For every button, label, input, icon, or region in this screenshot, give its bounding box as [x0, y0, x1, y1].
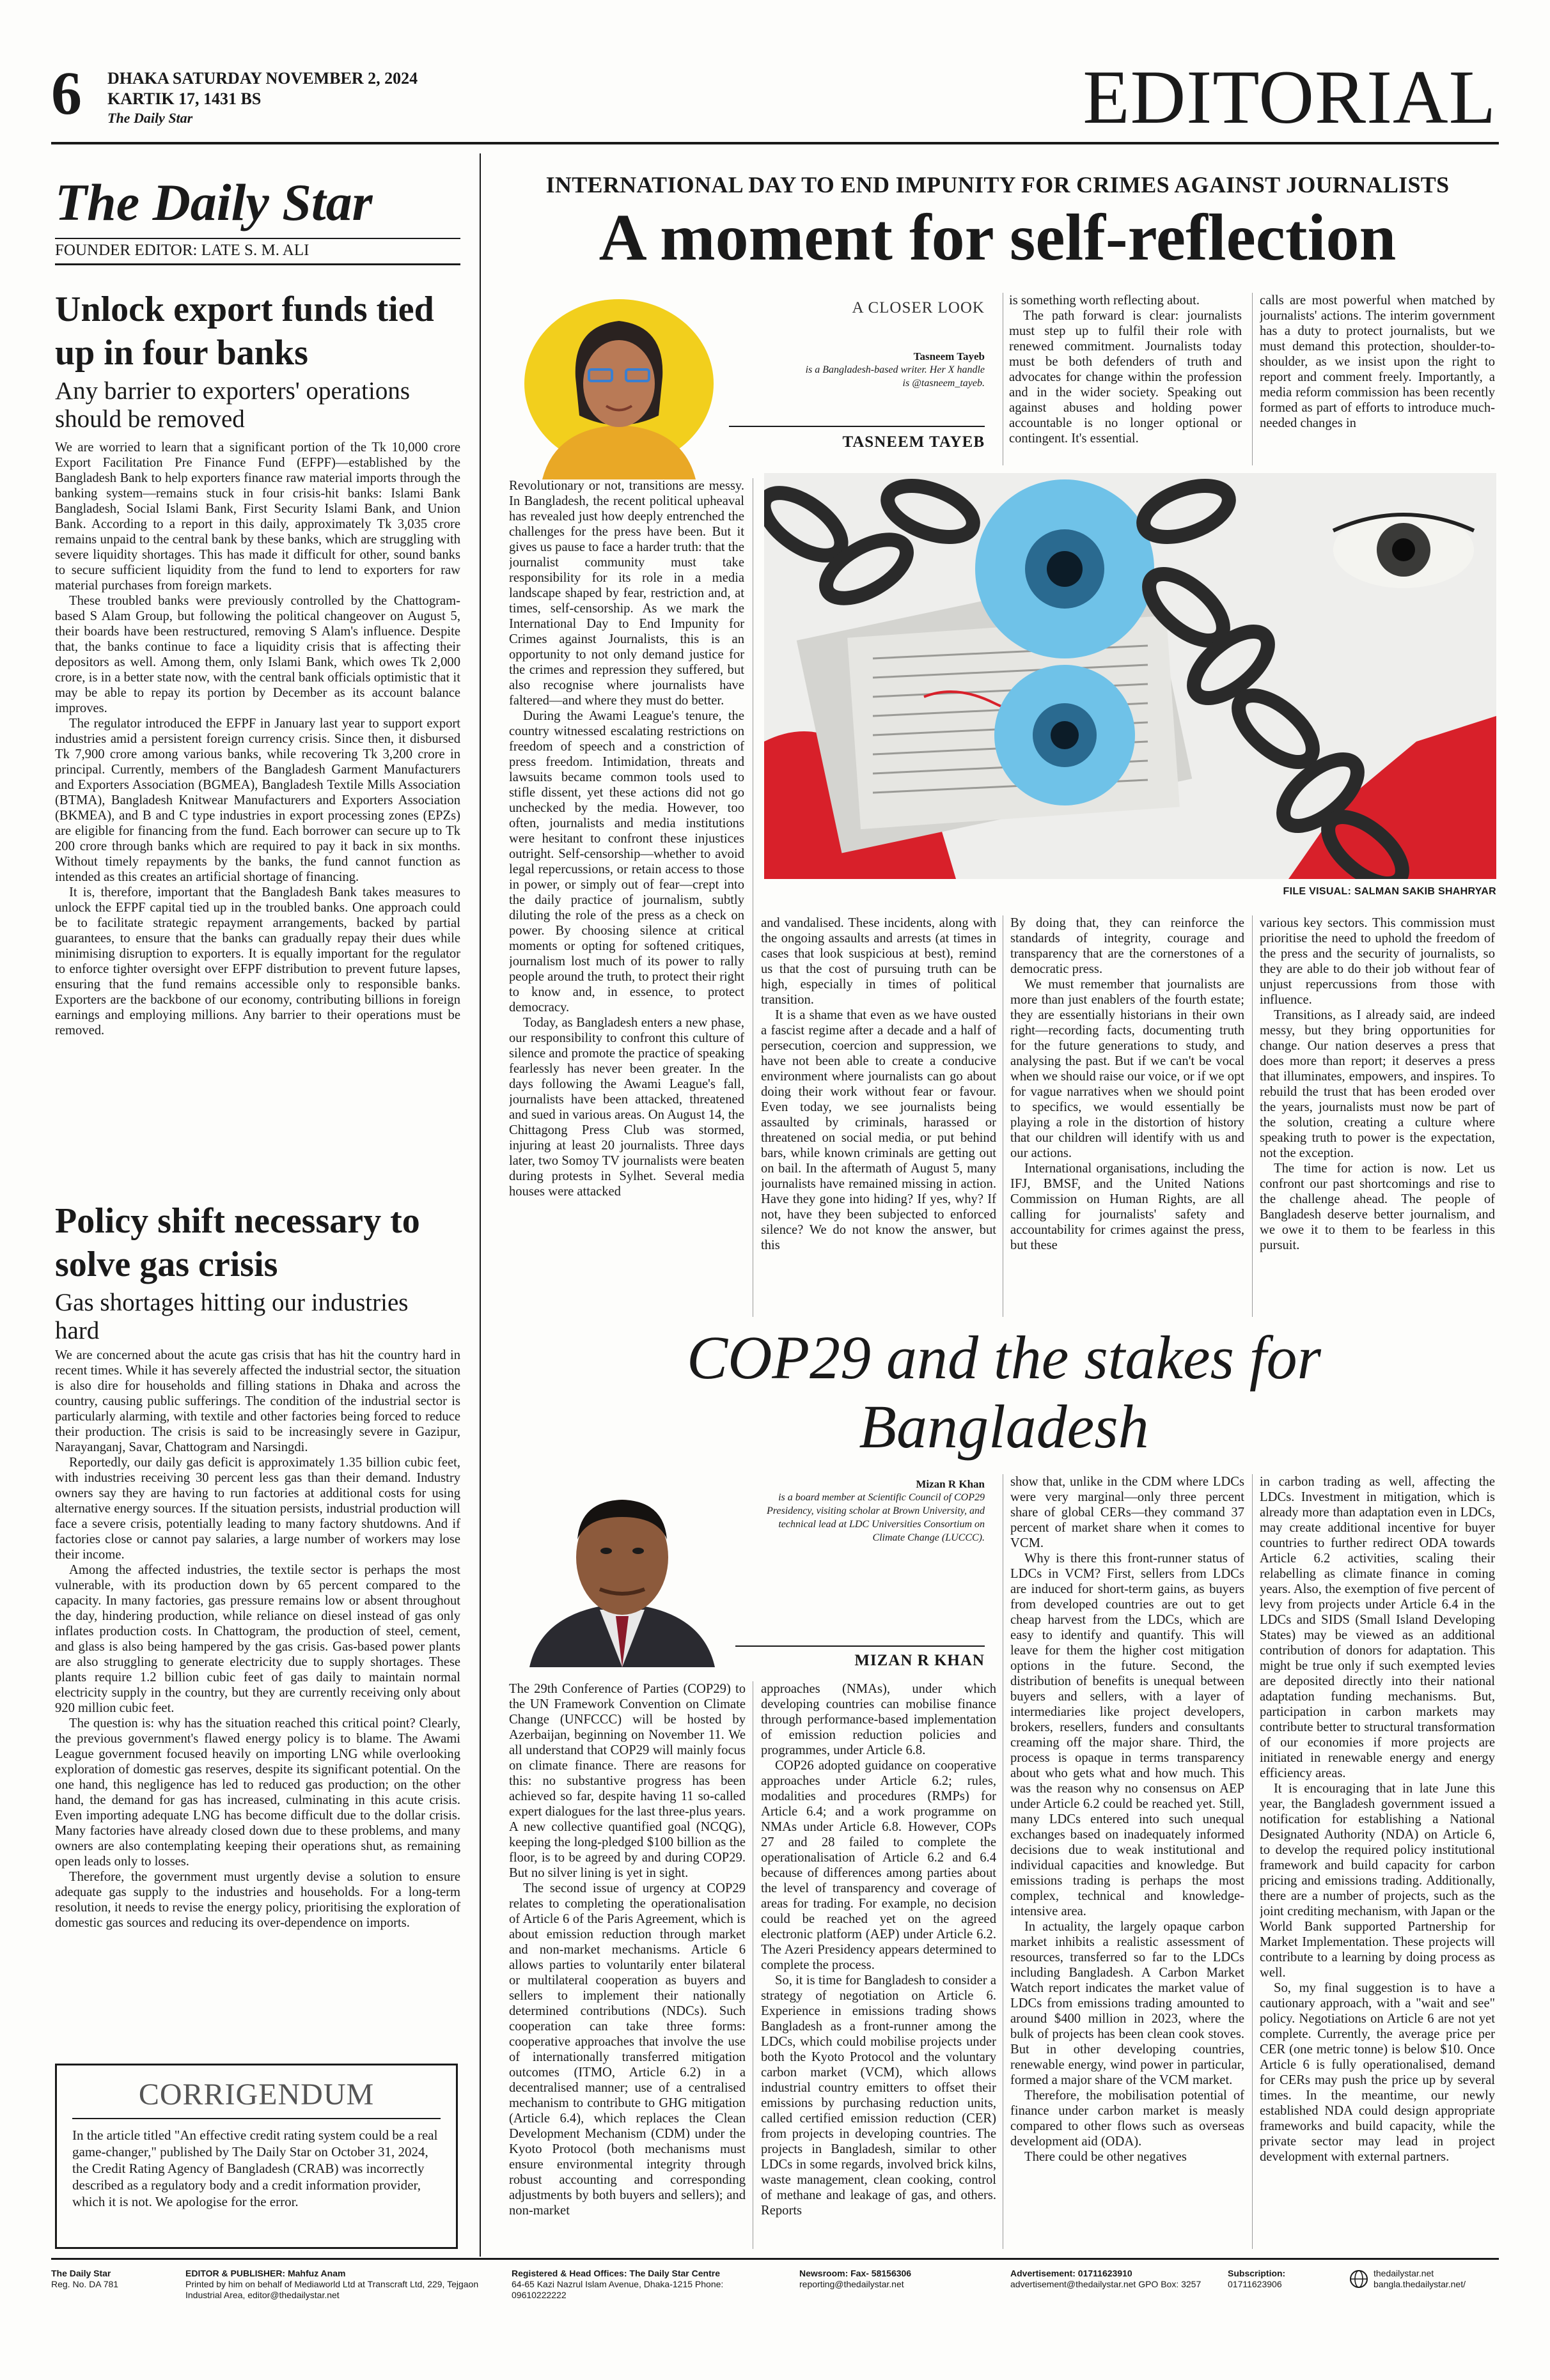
footer-text: advertisement@thedailystar.net GPO Box: 3257	[1010, 2279, 1202, 2289]
article1-col-4	[1260, 915, 1495, 1317]
paragraph: There could be other negatives	[1024, 2150, 1187, 2164]
footer-text: Reg. No. DA 781	[51, 2279, 119, 2289]
article2-col-1	[509, 1681, 746, 2249]
paragraph: It is, therefore, important that the Bangladesh Bank takes measures to unlock the EFPF capital tied up in the troubled banks. One approach could be to facilitate strategic repayment arrangements, backed by partial guarantees, to ensure that the banks can gradually repay their dues while minimising disruption to exporters. It is equally important for the regulator to enforce tighter oversight over EFPF distribution to prevent future lapses, ensuring that the fund remains accessible only to responsible banks. Exporters are the backbone of our economy, contributing billions in foreign earnings and employing millions. Any barrier to their operations must be removed.	[55, 885, 460, 1038]
paragraph: By doing that, they can reinforce the standards of integrity, courage and transparency that are the cornerstones of a democratic press.	[1010, 916, 1244, 976]
author-bio-name: Mizan R Khan	[916, 1478, 985, 1490]
paragraph: We are worried to learn that a significant portion of the Tk 10,000 crore Export Facilitation Pre Finance Fund (EFPF)—established by the Bangladesh Bank to help exporters finance raw material imports through the banking system—remains stuck in four crisis-hit banks: Islami Bank Bangladesh, Social Islami Bank, First Security Islami Bank, and Union Bank. According to a report in this daily, approximately Tk 3,035 crore remains unpaid to the central bank by these banks, which are struggling with severe liquidity shortages. This has made it difficult for other, sound banks to secure sufficient liquidity from the fund to lend to exporters for raw material purchases from foreign markets.	[55, 440, 460, 593]
corrigendum-title: CORRIGENDUM	[138, 2078, 375, 2112]
footer-block	[799, 2268, 991, 2290]
paragraph: COP26 adopted guidance on cooperative approaches under Article 6.2; rules, modalities and procedures (RMPs) for Article 6.4; and a work programme on NMAs under Article 6.8. However, COPs 27 and 28 failed to complete the operationalisation of Article 6.2 and 6.4 because of differences among parties about the level of transparency and coverage of areas for trading. For example, no decision could be reached yet on the agreed electronic platform (AEP) under Article 6.2. The Azeri Presidency appears determined to complete the process.	[761, 1759, 996, 1972]
editorial1-body	[55, 440, 460, 1201]
article1-col-a	[1009, 293, 1242, 465]
founder-line: FOUNDER EDITOR: LATE S. M. ALI	[55, 242, 309, 259]
globe-icon	[1349, 2269, 1368, 2289]
footer-rule	[51, 2258, 1499, 2260]
article2-byline: MIZAN R KHAN	[854, 1652, 985, 1669]
sidebar-divider	[480, 153, 481, 2257]
bangla-date: KARTIK 17, 1431 BS	[107, 89, 262, 108]
paragraph: We must remember that journalists are more than just enablers of the fourth estate; they are essentially historians in their own right—recording facts, documenting truth for the future generations to study, and analysing the past. But if we can't be vocal when we should raise our voice, or if we opt for vague narratives when we should point to specifics, we would essentially be playing a role in the distortion of history that our children will identify with us and our actions.	[1010, 977, 1244, 1160]
article1-headline: A moment for self-reflection	[599, 201, 1397, 274]
paragraph: show that, unlike in the CDM where LDCs were very marginal—only three percent share of global CERs—they command 37 percent of market share when it comes to VCM.	[1010, 1475, 1244, 1550]
paragraph: approaches (NMAs), under which developing countries can mobilise finance through performance-based implementation of emission reduction policies and programmes, under Article 6.8.	[761, 1682, 996, 1757]
article1-col-1	[509, 478, 744, 1317]
corrigendum-text: In the article titled "An effective credit rating system could be a real game-changer," published by The Daily Star on October 31, 2024, the Credit Rating Agency of Bangladesh (CRAB) was incorrectly described as a regulatory body and a credit information provider, which it is not. We apologise for the error.	[72, 2127, 438, 2209]
paragraph: These troubled banks were previously controlled by the Chattogram-based S Alam Group, but following the political changeover on August 5, their boards have been restructured, removing S Alam's influence. Despite that, the banks continue to face a liquidity crisis that is affecting their depositors as well. Among them, only Islami Bank, which owes Tk 2,000 crore, is in a better state now, with the central bank officials optimistic that it may be able to repay its portion by December as its account balance improves.	[55, 594, 460, 715]
article1-col-3	[1010, 915, 1244, 1317]
article2-col-3	[1010, 1474, 1244, 2249]
footer-text: Printed by him on behalf of Mediaworld Ltd at Transcraft Ltd, 229, Tejgaon Industrial Area, editor@thedailystar.net	[185, 2279, 479, 2300]
footer-link[interactable]: reporting@thedailystar.net	[799, 2279, 904, 2289]
author-portrait-mizan	[517, 1482, 728, 1667]
article1-col-divider	[1252, 293, 1253, 465]
paragraph: The path forward is clear: journalists must step up to fulfil their role with renewed commitment. Journalists today must be both defenders of truth and advocates for change within the profession and in the wider society. Speaking out against abuses and holding power accountable is no longer optional or contingent. It's essential.	[1009, 309, 1242, 446]
footer-title: Registered & Head Offices: The Daily Star Centre	[512, 2268, 720, 2278]
editorial1-subtitle: Any barrier to exporters' operations should be removed	[55, 377, 411, 433]
author-bio-name: Tasneem Tayeb	[913, 350, 985, 362]
byline-rule	[729, 426, 985, 427]
editorial2-subtitle: Gas shortages hitting our industries hard	[55, 1289, 409, 1344]
paragraph: in carbon trading as well, affecting the LDCs. Investment in mitigation, which is already more than adaptation even in LDCs, may create additional incentive for buyer countries to further redirect ODA towards Article 6.2 activities, scaling their relabelling as climate finance in coming years. Also, the exemption of five percent of levy from projects under Article 6.4 in the LDCs and SIDS (Small Island Developing States) may be viewed as an additional contribution of donors for adaptation. This might be true only if such exempted levies are deposited directly into their national adaptation funding mechanisms. But, participation in carbon markets may contribute better to structural transformation of our economies if more projects are initiated in renewable energy and energy efficiency areas.	[1260, 1475, 1495, 1780]
paragraph: International organisations, including the IFJ, BMSF, and the United Nations Commission on Human Rights, are all calling for journalists' safety and accountability for crimes against the press, but these	[1010, 1162, 1244, 1252]
paragraph: Among the affected industries, the textile sector is perhaps the most vulnerable, with its production down by 65 percent compared to the capacity. In many factories, gas pressure remains low or absent throughout the day, hindering production, while reliance on diesel instead of gas only inflates production costs. In Chattogram, the production of steel, cement, and glass is also being hampered by the gas crisis. Gas-based power plants are also struggling to generate electricity due to supply shortages. These plants require 1.2 billion cubic feet of gas daily to maintain normal electricity supply in the country, but they are currently receiving only about 920 million cubic feet.	[55, 1563, 460, 1715]
article2-col-4	[1260, 1474, 1495, 2249]
footer-text: 01711623906	[1228, 2279, 1282, 2289]
paragraph: So, it is time for Bangladesh to consider a strategy of negotiation on Article 6. Experience in emissions trading shows Bangladesh as a front-runner among the LDCs, which could mobilise projects under both the Kyoto Protocol and the voluntary carbon market (VCM), which allows industrial country emitters to offset their emissions by purchasing reduction units, called certified emission reduction (CER) from projects in developing countries. The projects in Bangladesh, similar to other LDCs in some regards, involved brick kilns, waste management, clean cooking, control of methane and leakage of gas, and others. Reports	[761, 1973, 996, 2218]
paragraph: Reportedly, our daily gas deficit is approximately 1.35 billion cubic feet, with industries receiving 30 percent less gas than their demand. Industry owners say they are having to run factories at additional costs for using alternative energy sources. If the situation persists, industrial production will face a severe crisis, potentially leading to many factory shutdowns. And if factories close or cannot pay salaries, a large number of workers may lose their income.	[55, 1456, 460, 1562]
paragraph: The 29th Conference of Parties (COP29) to the UN Framework Convention on Climate Change (UNFCCC) will be hosted by Azerbaijan, beginning on November 11. We all understand that COP29 will mainly focus on climate finance. There are reasons for this: no substantive progress has been achieved so far, despite having 11 so-called expert dialogues for the last three-plus years. A new collective quantified goal (NCQG), keeping the long-pledged $100 billion as the floor, is to be agreed by and during COP29. But no silver lining is yet in sight.	[509, 1682, 746, 1880]
footer	[51, 2268, 1499, 2313]
article1-byline: TASNEEM TAYEB	[842, 433, 985, 451]
editorial2-title: Policy shift necessary to solve gas crisis	[55, 1201, 420, 1284]
footer-title: Newsroom: Fax- 58156306	[799, 2268, 912, 2278]
article2-col-2	[761, 1681, 996, 2249]
footer-title: Subscription:	[1228, 2268, 1286, 2278]
paragraph: Why is there this front-runner status of LDCs in VCM? First, sellers from LDCs are induced for short-term gains, as buyers from developed countries are out to get cheap harvest from the LDCs, which are easy to identify and quantify. This will leave for them the higher cost mitigation options in the future. Second, the distribution of benefits is unequal between buyers and sellers, with a layer of intermediaries like project developers, brokers, resellers, funders and consultants creaming off the major share. Third, the process is opaque in terms transparency about who gets what and how much. This was the reason why no consensus on AEP under Article 6.2 could be reached yet. Still, many LDCs entered into such unequal exchanges based on inadequately informed decisions due to weak institutional and individual capacities and knowledge. But emissions trading is perhaps the most complex, technical and knowledge-intensive area.	[1010, 1552, 1244, 1918]
footer-block	[51, 2268, 173, 2290]
paragraph: Transitions, as I already said, are indeed messy, but they bring opportunities for change. Our nation deserves a press that does more than report; it deserves a press that illuminates, empowers, and inspires. To rebuild the trust that has been eroded over the years, journalists must now be part of the solution, creating a culture where speaking truth to power is the expectation, not the exception.	[1260, 1008, 1495, 1160]
article1-col-divider	[1252, 915, 1253, 1317]
article1-kicker: INTERNATIONAL DAY TO END IMPUNITY FOR CRIMES AGAINST JOURNALISTS	[545, 172, 1450, 198]
website-link[interactable]: thedailystar.net bangla.thedailystar.net/	[1374, 2268, 1466, 2289]
footer-title: EDITOR & PUBLISHER: Mahfuz Anam	[185, 2268, 346, 2278]
article1-col-b	[1260, 293, 1495, 465]
logo-rule	[55, 238, 460, 239]
paragraph: calls are most powerful when matched by journalists' actions. The interim government has a duty to protect journalists, but we must demand this protection, shoulder-to-shoulder, as we insist upon the right to report and comment freely. Importantly, a media reform commission has been recently formed as part of efforts to introduce much-needed changes in	[1260, 293, 1495, 430]
editorial2-body	[55, 1348, 460, 2049]
paragraph: It is a shame that even as we have ousted a fascist regime after a decade and a half of persecution, coercion and suppression, we have not been able to create a conducive environment where journalists can go about doing their work without fear or favour. Even today, we see journalists being assaulted by criminals, harassed or threatened on social media, or put behind bars, while known criminals are getting out on bail. In the aftermath of August 5, many journalists have remained missing in action. Have they gone into hiding? If yes, why? If not, have they been subjected to enforced silence? We do not know the answer, but this	[761, 1008, 996, 1252]
paragraph: The regulator introduced the EFPF in January last year to support export industries amid a persistent foreign currency crisis. Since then, it disbursed Tk 7,900 crore among various banks, while recovering Tk 3,200 crore in principal. Currently, members of the Bangladesh Garment Manufacturers and Exporters Association (BGMEA), Bangladesh Textile Mills Association (BTMA), Bangladesh Knitwear Manufacturers and Exporters Association (BKMEA), and B and C type industries in export processing zones (EPZs) are eligible for financing from the fund. Each borrower can secure up to Tk 200 crore through banks which are required to pay it back in six months. Without timely repayments by the banks, the fund cannot function as intended as this creates an artificial shortage of financing.	[55, 717, 460, 884]
author-bio: is a board member at Scientific Council of COP29 Presidency, visiting scholar at Brown University, and technical lead at LDC Universities Consortium on Climate Change (LUCCC).	[767, 1492, 985, 1543]
byline-rule	[735, 1645, 985, 1647]
footer-title: Advertisement: 01711623910	[1010, 2268, 1132, 2278]
footer-block	[512, 2268, 767, 2301]
author-bio: is a Bangladesh-based writer. Her X handle is @tasneem_tayeb.	[805, 364, 985, 389]
paragraph: is something worth reflecting about.	[1009, 293, 1200, 307]
paragraph: Therefore, the mobilisation potential of finance under carbon market is measly compared to other flows such as overseas development aid (ODA).	[1010, 2088, 1244, 2149]
footer-title: The Daily Star	[51, 2268, 111, 2278]
corrigendum-rule	[72, 2118, 441, 2119]
page-number: 6	[51, 59, 82, 127]
paragraph: The time for action is now. Let us confront our past shortcomings and rise to the challenge ahead. The people of Bangladesh deserve better journalism, and we owe it to them to be fearless in this pursuit.	[1260, 1162, 1495, 1252]
masthead-rule	[51, 142, 1499, 144]
founder-rule	[55, 263, 460, 265]
editorial1-title: Unlock export funds tied up in four banks	[55, 290, 434, 373]
paragraph: and vandalised. These incidents, along with the ongoing assaults and arrests (at times in cases that look suspicious at best), remind us that the cost of pursuing truth can be high, especially in times of political transition.	[761, 916, 996, 1007]
paragraph: So, my final suggestion is to have a cautionary approach, with a "wait and see" policy. Negotiations on Article 6 are not yet complete. Currently, the average price per CER (one metric tonne) is below $10. Once Article 6 is fully operationalised, demand for CERs may push the price up by several times. In the meantime, our newly established NDA could design appropriate frameworks and build capacity, while the private sector may lead in project development with external partners.	[1260, 1981, 1495, 2164]
dateline: DHAKA SATURDAY NOVEMBER 2, 2024	[107, 69, 418, 88]
paragraph: In actuality, the largely opaque carbon market inhibits a realistic assessment of resources, transferred so far to the LDCs including Bangladesh. A Carbon Market Watch report indicates the market value of LDCs from emissions trading amounted to around $400 million in 2023, where the bulk of projects has been clean cook stoves. But in other developing countries, renewable energy, wind power in particular, formed a major share of the VCM market.	[1010, 1920, 1244, 2087]
visual-credit: FILE VISUAL: SALMAN SAKIB SHAHRYAR	[1283, 886, 1496, 897]
corrigendum-box	[55, 2064, 458, 2249]
article2-headline: COP29 and the stakes for Bangladesh	[687, 1323, 1321, 1461]
paragraph: Revolutionary or not, transitions are messy. In Bangladesh, the recent political upheaval has revealed just how deeply entrenched the challenges for the press have been. But it gives us pause to face a harder truth: that the journalist community must take responsibility for its role in a media landscape shaped by fear, restriction and, at times, self-censorship. As we mark the International Day to End Impunity for Crimes against Journalists, this is an opportunity to not only demand justice for the crimes and repression they suffered, but also recognise where journalists have faltered—and where they must do better.	[509, 479, 744, 708]
footer-text: 64-65 Kazi Nazrul Islam Avenue, Dhaka-1215 Phone: 09610222222	[512, 2279, 724, 2300]
footer-block	[1228, 2268, 1336, 2290]
paragraph: The second issue of urgency at COP29 relates to completing the operationalisation of Article 6 of the Paris Agreement, which is about emission reduction through market and non-market mechanisms. Article 6 allows parties to voluntarily enter bilateral or multilateral cooperation as buyers and sellers to implement their nationally determined contributions (NDCs). Such cooperation can take three forms: cooperative approaches that involve the use of internationally transferred mitigation outcomes (ITMO, Article 6.2) in a decentralised manner; use of a centralised mechanism to contribute to GHG mitigation (Article 6.4), which replaces the Clean Development Mechanism (CDM) under the Kyoto Protocol (both mechanisms must ensure environmental integrity through robust accounting and corresponding adjustments by both buyers and sellers); and non-market	[509, 1881, 746, 2218]
paragraph: The question is: why has the situation reached this critical point? Clearly, the previous government's flawed energy policy is to blame. The Awami League government focused heavily on importing LNG while overlooking exploration of domestic gas reserves, despite its significant potential. On the one hand, this negligence has led to reduced gas production; on the other hand, the demand for gas has increased, culminating in this acute crisis. Even importing adequate LNG has become difficult due to the dollar crisis. Many factories have already closed down due to these problems, and many owners are also contemplating keeping their operations shut, as remaining open leads only to losses.	[55, 1716, 460, 1869]
paragraph: It is encouraging that in late June this year, the Bangladesh government issued a notification for establishing a National Designated Authority (NDA) on Article 6, to develop the required policy institutional framework and build capacity for carbon pricing and emissions trading. Additionally, there are a number of projects, such as the joint crediting mechanism, with Japan or the World Bank supported Partnership for Market Implementation. These projects will contribute to a learning by doing process as well.	[1260, 1782, 1495, 1980]
paragraph: Therefore, the government must urgently devise a solution to ensure adequate gas supply to the industries and households. For a long-term resolution, it needs to revise the energy policy, prioritising the exploration of domestic gas sources and reducing its over-dependence on imports.	[55, 1870, 460, 1930]
article2-col-divider	[1252, 1474, 1253, 2249]
footer-block	[1010, 2268, 1202, 2290]
column-label: A CLOSER LOOK	[852, 299, 985, 316]
paper-logo: The Daily Star	[55, 173, 373, 231]
masthead-paper-name: The Daily Star	[107, 110, 193, 126]
paragraph: various key sectors. This commission must prioritise the need to uphold the freedom of the press and the security of journalists, so they are able to do their job without fear of unjust repercussions from those with influence.	[1260, 916, 1495, 1007]
paragraph: Today, as Bangladesh enters a new phase, our responsibility to confront this culture of silence and promote the practice of speaking fearlessly has never been greater. In the days following the Awami League's fall, journalists have been attacked, threatened and sued in various areas. On August 14, the Chittagong Press Club was stormed, injuring at least 20 journalists. Three days later, two Somoy TV journalists were beaten during protests in Sylhet. Several media houses were attacked	[509, 1016, 744, 1199]
article1-illustration	[764, 473, 1496, 879]
paragraph: During the Awami League's tenure, the country witnessed escalating restrictions on freedom of speech and a constriction of press freedom. Intimidation, threats and lawsuits became common tools used to stifle dissent, yet these actions did not go unchecked by the media. However, too often, journalists and media institutions were hesitant to confront these injustices outright. Self-censorship—whether to avoid legal repercussions, or retain access to those in power, or simply out of fear—crept into the daily practice of journalism, subtly diluting the role of the press as a check on power. By choosing silence at critical moments or opting for softened critiques, journalism lost much of its power to rally people around the truth, to protect their right to know and, in essence, to protect democracy.	[509, 709, 744, 1015]
section-title: EDITORIAL	[1083, 54, 1496, 139]
article1-col-2	[761, 915, 996, 1317]
author-portrait-tasneem	[517, 288, 721, 479]
paragraph: We are concerned about the acute gas crisis that has hit the country hard in recent times. While it has severely affected the industrial sector, the situation is also dire for households and filling stations in Dhaka and across the country, causing public sufferings. The condition of the industrial sector is particularly alarming, with textile and other factories being forced to reduce their production. The crisis is said to be increasingly severe in Gazipur, Narayanganj, Savar, Chattogram and Narsingdi.	[55, 1348, 460, 1454]
footer-block	[185, 2268, 505, 2301]
